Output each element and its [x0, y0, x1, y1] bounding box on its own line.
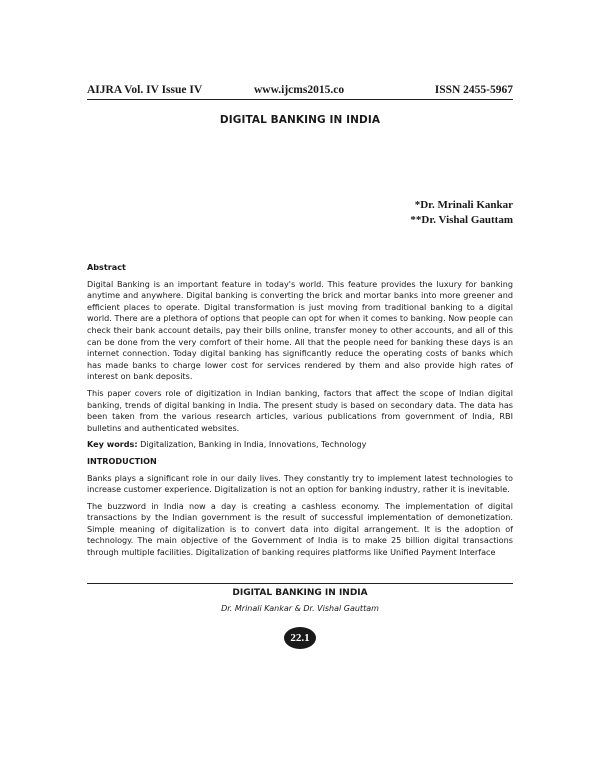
abstract-paragraph-1: Digital Banking is an important feature in today's world. This feature provides the luxury for banking anytime and anywhere. Digital banking is converting the brick and mortar banks into more greener and efficient places to operate. Digital transformation is just moving from traditional banking to a digital world. There are a plethora of options that people can opt for when it comes to banking. Now people can check their bank account details, pay their bills online, transfer money to other accounts, and all of this can be done from the very comfort of their home. All that the people need for banking these days is an internet connection. Today digital banking has significantly reduce the operating costs of banks which has made banks to charge lower cost for services rendered by them and also provide high rates of interest on bank deposits.: [87, 278, 513, 382]
journal-website: www.ijcms2015.co: [254, 84, 345, 96]
keywords-line: [87, 439, 513, 451]
intro-paragraph-1: Banks plays a significant role in our daily lives. They constantly try to implement latest technologies to increase customer experience. Digitalization is not an option for banking industry, rather it is inevitable.: [87, 472, 513, 495]
footer-title: DIGITAL BANKING IN INDIA: [232, 588, 368, 598]
keywords-text: Digitalization, Banking in India, Innovations, Technology: [137, 439, 367, 450]
author-2: **Dr. Vishal Gauttam: [410, 214, 513, 226]
paper-title: DIGITAL BANKING IN INDIA: [219, 114, 381, 126]
header-divider: [87, 99, 513, 100]
journal-issn: ISSN 2455-5967: [434, 84, 513, 96]
author-1: *Dr. Mrinali Kankar: [414, 199, 513, 211]
keywords-label: Key words:: [87, 439, 138, 450]
page-number-badge: 22.1: [284, 627, 316, 649]
introduction-heading: INTRODUCTION: [87, 455, 157, 466]
paper-body: [87, 262, 513, 564]
abstract-heading: Abstract: [87, 262, 126, 272]
intro-paragraph-2: The buzzword in India now a day is creating a cashless economy. The implementation of digital transactions by the Indian government is the result of successful implementation of demonetization. Simple meaning of digitalization is to convert data into digital arrangement. It is the adoption of technology. The main objective of the Government of India is to make 25 billion digital transactions through multiple facilities. Digitalization of banking requires platforms like Unified Payment Interface: [87, 500, 513, 558]
footer-divider: [87, 583, 513, 584]
journal-name: AIJRA Vol. IV Issue IV: [87, 84, 203, 96]
footer-authors: Dr. Mrinali Kankar & Dr. Vishal Gauttam: [221, 604, 379, 613]
author-block: [410, 198, 513, 228]
abstract-paragraph-2: This paper covers role of digitization in Indian banking, factors that affect the scope of Indian digital banking, trends of digital banking in India. The present study is based on secondary data. The data has been taken from the various research articles, various publications from government of India, RBI bulletins and authenticated websites.: [87, 387, 513, 433]
